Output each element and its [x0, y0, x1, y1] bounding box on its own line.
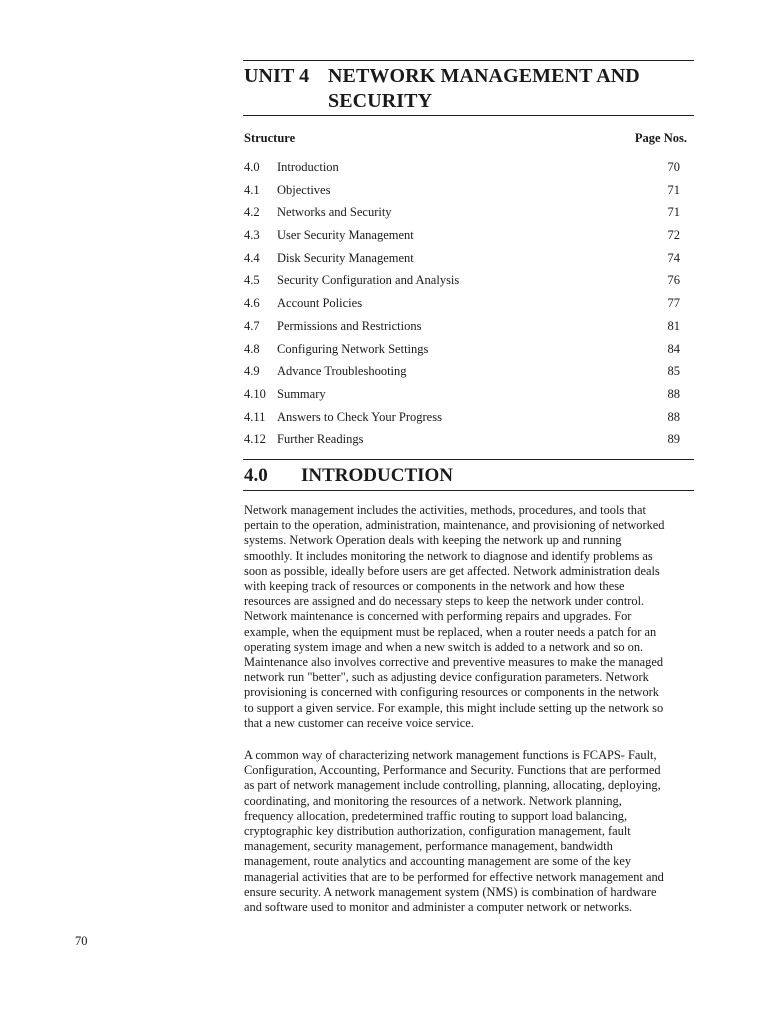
toc-page: 71	[667, 182, 680, 197]
toc-page: 70	[667, 160, 680, 174]
toc-number: 4.0	[244, 160, 260, 174]
toc-row	[244, 226, 684, 249]
intro-paragraph-2	[244, 748, 690, 915]
paragraph-line: to support a given service. For example, this might include setting up the network so	[244, 700, 664, 715]
table-of-contents	[244, 158, 684, 453]
paragraph-line: coordinating, and monitoring the resources of a network. Network planning,	[244, 793, 622, 808]
paragraph-line: that a new customer can receive voice service.	[244, 715, 474, 730]
intro-paragraph-1	[244, 503, 690, 731]
toc-row	[244, 271, 684, 294]
paragraph-line: management, route analytics and accounting management are some of the key	[244, 854, 632, 869]
paragraph-line: operating system image and when a new switch is added to a network and so on.	[244, 639, 644, 654]
structure-heading: Structure	[244, 131, 296, 145]
toc-title: Disk Security Management	[277, 250, 414, 265]
paragraph-line: Network maintenance is concerned with performing repairs and upgrades. For	[244, 609, 632, 624]
paragraph-line: Network management includes the activities, methods, procedures, and tools that	[244, 503, 646, 517]
section-top-rule	[243, 459, 694, 460]
toc-row	[244, 340, 684, 363]
paragraph-line: Configuration, Accounting, Performance and Security. Functions that are performed	[244, 763, 661, 778]
toc-number: 4.2	[244, 205, 260, 220]
toc-row	[244, 181, 684, 204]
toc-page: 84	[667, 341, 680, 356]
toc-title: Security Configuration and Analysis	[277, 273, 460, 288]
toc-row	[244, 385, 684, 408]
toc-number: 4.4	[244, 250, 260, 265]
top-rule	[243, 60, 694, 61]
unit-title-line-2: SECURITY	[328, 90, 433, 112]
paragraph-line: example, when the equipment must be replaced, when a router needs a patch for an	[244, 624, 657, 639]
toc-page: 81	[667, 318, 680, 333]
toc-row	[244, 249, 684, 272]
toc-title: Permissions and Restrictions	[277, 318, 422, 333]
paragraph-line: provisioning is concerned with configuring resources or components in the network	[244, 685, 659, 700]
paragraph-line: managerial activities that are to be performed for effective network management and	[244, 869, 664, 884]
toc-page: 76	[667, 273, 680, 288]
toc-title: Objectives	[277, 182, 331, 197]
paragraph-line: network run "better", such as adjusting device configuration parameters. Network	[244, 670, 649, 685]
paragraph-line: systems. Network Operation deals with keeping the network up and running	[244, 533, 622, 548]
title-bottom-rule	[243, 115, 694, 116]
toc-title: Advance Troubleshooting	[277, 364, 407, 379]
section-title: INTRODUCTION	[301, 465, 454, 486]
toc-number: 4.6	[244, 296, 260, 311]
toc-page: 71	[667, 205, 680, 220]
paragraph-line: A common way of characterizing network management functions is FCAPS- Fault,	[244, 748, 657, 762]
paragraph-line: Maintenance also involves corrective and preventive measures to make the managed	[244, 655, 664, 670]
toc-page: 77	[667, 296, 680, 311]
paragraph-line: soon as possible, ideally before users are get affected. Network administration deals	[244, 563, 660, 578]
toc-number: 4.9	[244, 364, 260, 379]
toc-title: Networks and Security	[277, 205, 392, 220]
paragraph-line: management, security management, performance management, bandwidth	[244, 839, 613, 854]
paragraph-line: frequency allocation, predetermined traffic routing to support load balancing,	[244, 808, 628, 823]
paragraph-line: pertain to the operation, administration, maintenance, and provisioning of networked	[244, 518, 665, 533]
toc-page: 88	[667, 386, 680, 401]
toc-number: 4.12	[244, 432, 266, 447]
section-heading	[244, 464, 453, 488]
toc-page: 85	[667, 364, 680, 379]
toc-page: 89	[667, 432, 680, 447]
section-number: 4.0	[244, 465, 268, 486]
toc-number: 4.5	[244, 273, 260, 288]
toc-title: Account Policies	[277, 296, 363, 311]
unit-title-line-1: NETWORK MANAGEMENT AND	[328, 65, 640, 87]
toc-number: 4.11	[244, 409, 266, 424]
toc-title: Configuring Network Settings	[277, 341, 429, 356]
toc-number: 4.3	[244, 228, 260, 243]
toc-row	[244, 294, 684, 317]
toc-title: User Security Management	[277, 228, 414, 243]
toc-page: 74	[667, 250, 680, 265]
toc-row	[244, 158, 684, 181]
toc-row	[244, 203, 684, 226]
toc-row	[244, 362, 684, 385]
toc-page: 88	[667, 409, 680, 424]
page-number: 70	[75, 934, 88, 948]
paragraph-line: cryptographic key distribution authorization, configuration management, fault	[244, 824, 631, 839]
paragraph-line: smoothly. It includes monitoring the network to diagnose and identify problems as	[244, 548, 653, 563]
paragraph-line: as part of network management include controlling, planning, allocating, deploying,	[244, 778, 661, 793]
toc-number: 4.7	[244, 318, 260, 333]
toc-number: 4.10	[244, 386, 266, 401]
toc-title: Introduction	[277, 160, 339, 174]
toc-title: Answers to Check Your Progress	[277, 409, 442, 424]
toc-number: 4.1	[244, 182, 260, 197]
section-bottom-rule	[243, 490, 694, 491]
unit-label: UNIT 4	[244, 65, 310, 87]
paragraph-line: and software used to monitor and administer a computer network or networks.	[244, 900, 633, 915]
toc-row	[244, 430, 684, 453]
paragraph-line: resources are assigned and do necessary steps to keep the network under control.	[244, 594, 645, 609]
toc-title: Summary	[277, 386, 326, 401]
toc-title: Further Readings	[277, 432, 364, 447]
toc-number: 4.8	[244, 341, 260, 356]
toc-row	[244, 317, 684, 340]
toc-page: 72	[667, 228, 680, 243]
toc-row	[244, 408, 684, 431]
paragraph-line: ensure security. A network management system (NMS) is combination of hardware	[244, 884, 657, 899]
paragraph-line: with keeping track of resources or components in the network and how these	[244, 579, 625, 594]
page-nos-heading: Page Nos.	[634, 131, 687, 145]
